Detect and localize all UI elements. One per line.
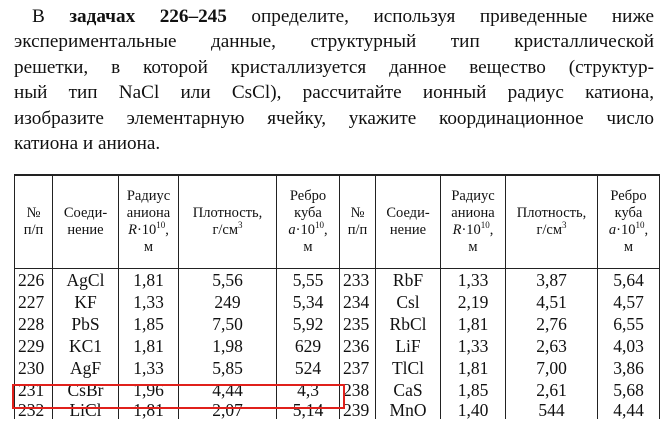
cell-num: 229 <box>15 335 53 357</box>
header-density-2: Плотность, $г/см^3$ <box>506 175 598 269</box>
intro-line-2: экспериментальные данные, структурный тип кристаллической <box>14 31 654 53</box>
cell-radius: 1,33 <box>441 269 506 292</box>
cell-density: 7,00 <box>506 357 598 379</box>
task-range: задачах 226–245 <box>69 6 227 27</box>
table-header-row <box>15 175 660 269</box>
intro-line-1: В задачах 226–245 определите, используя приведенные ниже <box>32 6 654 27</box>
table-row <box>15 401 660 419</box>
intro-line-3: решетки, в которой кристаллизуется данное вещество (структур- <box>14 56 654 78</box>
cell-radius: 1,81 <box>441 313 506 335</box>
cell-density: 2,07 <box>179 401 277 419</box>
cell-edge: 5,92 <box>277 313 340 335</box>
cell-compound: LiF <box>376 335 441 357</box>
header-compound-2: Соеди- нение <box>376 175 441 269</box>
table-row-highlighted <box>15 379 660 401</box>
header-anion-radius-2: Радиус аниона $R\cdot 10^{10}$, м <box>441 175 506 269</box>
cell-radius: 1,81 <box>119 269 179 292</box>
cell-compound: CaS <box>376 379 441 401</box>
table-row <box>15 313 660 335</box>
cell-density: 3,87 <box>506 269 598 292</box>
cell-density: 249 <box>179 291 277 313</box>
intro-line-5: изобразите элементарную ячейку, укажите координационное число <box>14 107 654 129</box>
cell-density: 7,50 <box>179 313 277 335</box>
cell-edge: 629 <box>277 335 340 357</box>
cell-radius: 1,33 <box>119 291 179 313</box>
header-anion-radius: Радиус аниона $R\cdot 10^{10}$, м <box>119 175 179 269</box>
cell-density: 5,56 <box>179 269 277 292</box>
cell-compound: PbS <box>53 313 119 335</box>
cell-density: 544 <box>506 401 598 419</box>
cell-edge: 5,64 <box>598 269 660 292</box>
table-row <box>15 269 660 292</box>
cell-num: 232 <box>15 401 53 419</box>
cell-num: 233 <box>340 269 376 292</box>
cell-edge: 4,03 <box>598 335 660 357</box>
cell-radius: 1,81 <box>119 335 179 357</box>
intro-line-4: ный тип NaCl или CsCl), рассчитайте ионный радиус катиона, <box>14 82 654 104</box>
cell-radius: 1,85 <box>119 313 179 335</box>
cell-num: 238 <box>340 379 376 401</box>
cell-num: 235 <box>340 313 376 335</box>
cell-edge: 5,68 <box>598 379 660 401</box>
cell-edge: 5,55 <box>277 269 340 292</box>
header-num: № п/п <box>15 175 53 269</box>
cell-edge: 4,57 <box>598 291 660 313</box>
header-cube-edge: Ребро куба $a\cdot 10^{10}$, м <box>277 175 340 269</box>
data-table <box>14 174 660 419</box>
cell-radius: 2,19 <box>441 291 506 313</box>
cell-radius: 1,33 <box>441 335 506 357</box>
cell-compound: AgF <box>53 357 119 379</box>
cell-compound: LiCl <box>53 401 119 419</box>
cell-density: 2,76 <box>506 313 598 335</box>
cell-edge: 4,44 <box>598 401 660 419</box>
cell-compound: KF <box>53 291 119 313</box>
cell-num: 237 <box>340 357 376 379</box>
cell-compound: CsBr <box>53 379 119 401</box>
cell-density: 4,51 <box>506 291 598 313</box>
cell-compound: TlCl <box>376 357 441 379</box>
header-num-2: № п/п <box>340 175 376 269</box>
cell-compound: Csl <box>376 291 441 313</box>
cell-num: 234 <box>340 291 376 313</box>
cell-edge: 6,55 <box>598 313 660 335</box>
cell-compound: AgCl <box>53 269 119 292</box>
cell-edge: 3,86 <box>598 357 660 379</box>
task-description <box>14 4 654 156</box>
cell-num: 228 <box>15 313 53 335</box>
cell-num: 239 <box>340 401 376 419</box>
cell-density: 2,61 <box>506 379 598 401</box>
cell-density: 4,44 <box>179 379 277 401</box>
cell-edge: 5,14 <box>277 401 340 419</box>
cell-edge: 4,3 <box>277 379 340 401</box>
cell-edge: 5,34 <box>277 291 340 313</box>
cell-radius: 1,33 <box>119 357 179 379</box>
cell-density: 2,63 <box>506 335 598 357</box>
cell-num: 226 <box>15 269 53 292</box>
header-cube-edge-2: Ребро куба $a\cdot 10^{10}$, м <box>598 175 660 269</box>
table-row <box>15 357 660 379</box>
cell-radius: 1,81 <box>441 357 506 379</box>
cell-radius: 1,85 <box>441 379 506 401</box>
table-row <box>15 335 660 357</box>
cell-compound: KC1 <box>53 335 119 357</box>
cell-compound: MnO <box>376 401 441 419</box>
cell-radius: 1,96 <box>119 379 179 401</box>
cell-edge: 524 <box>277 357 340 379</box>
cell-num: 230 <box>15 357 53 379</box>
table-row <box>15 291 660 313</box>
cell-compound: RbF <box>376 269 441 292</box>
cell-num: 231 <box>15 379 53 401</box>
cell-density: 1,98 <box>179 335 277 357</box>
cell-compound: RbCl <box>376 313 441 335</box>
header-density: Плотность, $г/см^3$ <box>179 175 277 269</box>
header-compound: Соеди- нение <box>53 175 119 269</box>
cell-num: 236 <box>340 335 376 357</box>
cell-radius: 1,81 <box>119 401 179 419</box>
cell-density: 5,85 <box>179 357 277 379</box>
cell-radius: 1,40 <box>441 401 506 419</box>
cell-num: 227 <box>15 291 53 313</box>
intro-line-6: катиона и аниона. <box>14 133 161 155</box>
